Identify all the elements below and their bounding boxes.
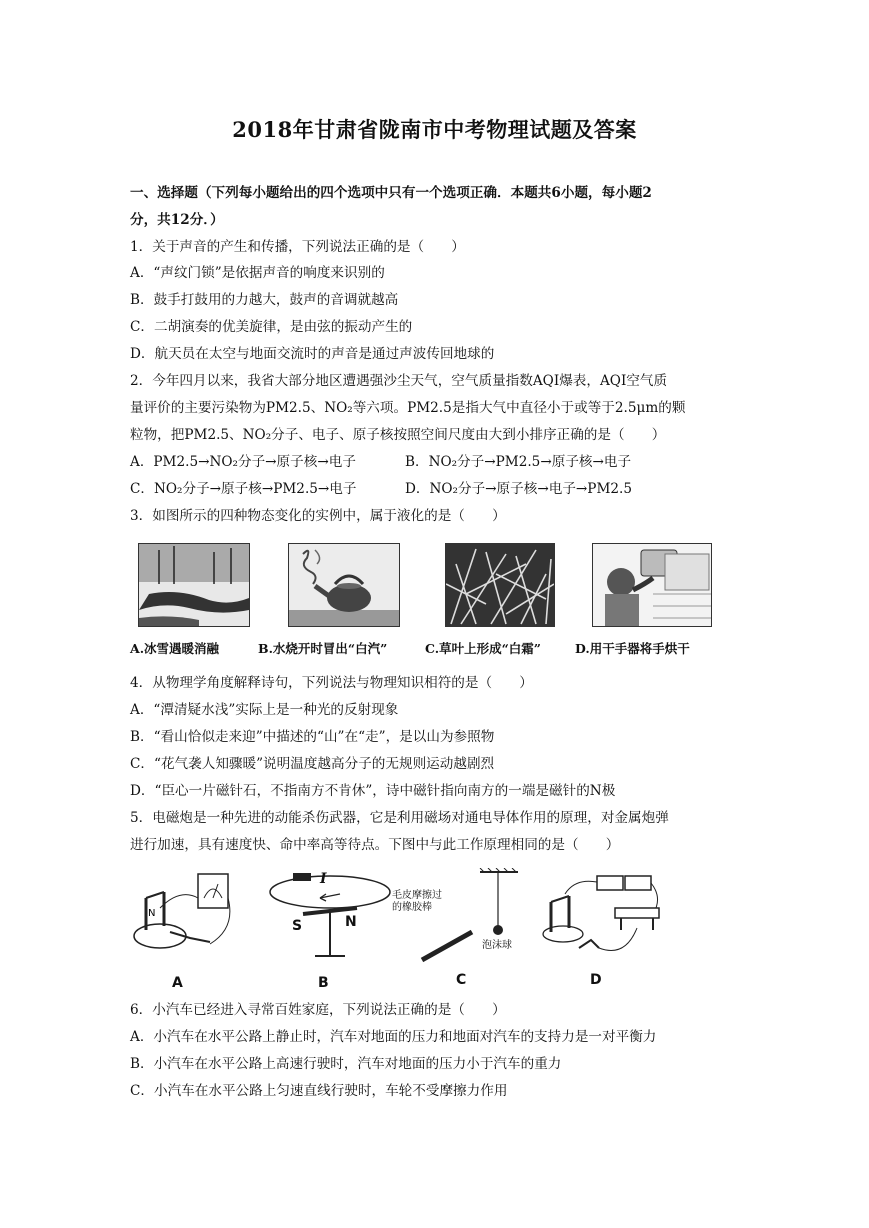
- q3-caption-c: C.草叶上形成“白霜”: [425, 641, 541, 656]
- q6-option-c: C．小汽车在水平公路上匀速直线行驶时，车轮不受摩擦力作用: [130, 1083, 508, 1099]
- diagram-b-s-pole: S: [292, 918, 303, 934]
- q2-options-row1: [130, 452, 730, 472]
- q2-option-c: C．NO₂分子→原子核→PM2.5→电子: [130, 481, 357, 497]
- q4-option-a: A．“潭清疑水浅”实际上是一种光的反射现象: [130, 702, 399, 718]
- q4-option-d: D．“臣心一片磁针石，不指南方不肯休”，诗中磁针指向南方的一端是磁针的N极: [130, 783, 616, 799]
- q4-option-c: C．“花气袭人知骤暖”说明温度越高分子的无规则运动越剧烈: [130, 756, 495, 772]
- q1-option-c: C．二胡演奏的优美旋律，是由弦的振动产生的: [130, 319, 413, 335]
- q5-stem-line2: 进行加速，具有速度快、命中率高等待点。下图中与此工作原理相同的是（ ）: [130, 837, 620, 853]
- q5-figure-row: [130, 868, 730, 993]
- q2-option-a: A．PM2.5→NO₂分子→原子核→电子: [130, 454, 356, 470]
- q3-caption-d: D.用干手器将手烘干: [575, 641, 690, 656]
- q3-figure-row: [130, 543, 730, 663]
- q1-option-b: B．鼓手打鼓用的力越大，鼓声的音调就越高: [130, 292, 399, 308]
- q4-stem: 4．从物理学角度解释诗句，下列说法与物理知识相符的是（ ）: [130, 675, 533, 691]
- q5-label-a: A: [172, 975, 183, 991]
- diagram-b-current-label: I: [320, 871, 327, 887]
- q3-caption-a: A.冰雪遇暖消融: [130, 641, 220, 656]
- diagram-c-charged-rod: [410, 868, 530, 968]
- q5-label-b: B: [318, 975, 329, 991]
- diagram-c-rod-label-line1: 毛皮摩擦过: [392, 890, 442, 901]
- hand-dryer-photo: [592, 543, 712, 627]
- q1-option-d: D．航天员在太空与地面交流时的声音是通过声波传回地球的: [130, 346, 495, 362]
- q2-stem-line2: 量评价的主要污染物为PM2.5、NO₂等六项。PM2.5是指大气中直径小于或等于2.5μm的颗: [130, 400, 686, 416]
- q2-options-row2: [130, 479, 730, 499]
- q3-stem: 3．如图所示的四种物态变化的实例中，属于液化的是（ ）: [130, 508, 506, 524]
- diagram-c-rod-label-line2: 的橡胶棒: [392, 902, 432, 913]
- section-heading-line1: 一、选择题（下列每小题给出的四个选项中只有一个选项正确．本题共6小题，每小题2: [130, 185, 652, 201]
- q3-caption-b: B.水烧开时冒出“白汽”: [258, 641, 388, 656]
- frost-grass-photo: [445, 543, 555, 627]
- q4-option-b: B．“看山恰似走来迎”中描述的“山”在“走”，是以山为参照物: [130, 729, 495, 745]
- q2-option-d: D．NO₂分子→原子核→电子→PM2.5: [405, 481, 632, 497]
- svg-text:N: N: [148, 908, 156, 919]
- diagram-c-rod-label: [392, 890, 442, 914]
- melting-snow-photo: [138, 543, 250, 627]
- diagram-a-galvanometer: [130, 868, 240, 963]
- q1-option-a: A．“声纹门锁”是依据声音的响度来识别的: [130, 265, 385, 281]
- q2-stem-line1: 2．今年四月以来，我省大部分地区遭遇强沙尘天气，空气质量指数AQI爆表，AQI空气质: [130, 373, 668, 389]
- section-heading-line2: 分，共12分．）: [130, 212, 224, 228]
- q5-label-c: C: [456, 972, 467, 988]
- q2-option-b: B．NO₂分子→PM2.5→原子核→电子: [405, 454, 632, 470]
- q2-stem-line3: 粒物，把PM2.5、NO₂分子、电子、原子核按照空间尺度由大到小排序正确的是（ ）: [130, 427, 666, 443]
- page-title: 2018年甘肃省陇南市中考物理试题及答案: [232, 117, 637, 142]
- q1-stem: 1．关于声音的产生和传播，下列说法正确的是（ ）: [130, 239, 465, 255]
- q5-label-d: D: [590, 972, 602, 988]
- q5-stem-line1: 5．电磁炮是一种先进的动能杀伤武器，它是利用磁场对通电导体作用的原理，对金属炮弹: [130, 810, 669, 826]
- q6-stem: 6．小汽车已经进入寻常百姓家庭，下列说法正确的是（ ）: [130, 1002, 506, 1018]
- diagram-d-motor: [535, 868, 665, 963]
- diagram-c-ball-label: 泡沫球: [482, 940, 512, 951]
- boiling-kettle-photo: [288, 543, 400, 627]
- q6-option-b: B．小汽车在水平公路上高速行驶时，汽车对地面的压力小于汽车的重力: [130, 1056, 562, 1072]
- q6-option-a: A．小汽车在水平公路上静止时，汽车对地面的压力和地面对汽车的支持力是一对平衡力: [130, 1029, 657, 1045]
- diagram-b-oersted: [265, 868, 395, 963]
- diagram-b-n-pole: N: [345, 914, 357, 930]
